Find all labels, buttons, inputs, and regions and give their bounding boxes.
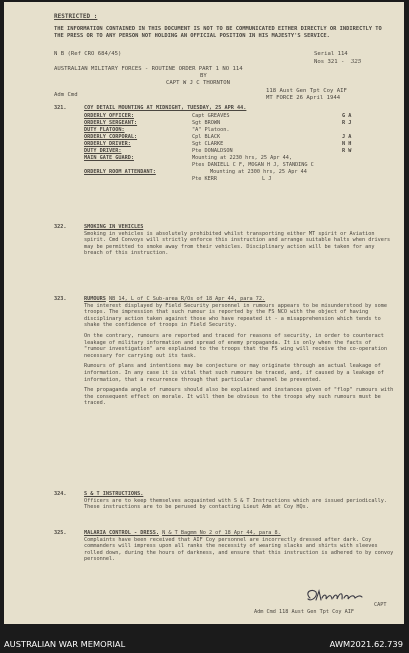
para-number-325: 325. xyxy=(54,530,67,536)
para-body-325: Complaints have been received that AIF Coy personnel are incorrectly dressed after dark. Coy commanders will impress upon all ranks the necessity of wearing slacks and shirts with sleeves rolled down, during the hours of darkness, and ensure that this instruction is adhered to by convoy personnel. xyxy=(84,536,394,563)
para-title-321: COY DETAIL MOUNTING AT MIDNIGHT, TUESDAY, 25 APR 44. xyxy=(84,105,247,111)
signature-rank: CAPT xyxy=(374,602,387,608)
paragraph-325 xyxy=(84,530,394,563)
para-number-322: 322. xyxy=(54,224,67,230)
duty-row: ORDERLY DRIVER: Sgt CLARKE N H xyxy=(84,141,352,147)
paragraph-322 xyxy=(84,224,394,257)
duty-row: ORDERLY OFFICER: Capt GREAVES G A xyxy=(84,113,352,119)
handwritten-number: 325 xyxy=(350,59,362,65)
paragraph-323 xyxy=(84,296,394,411)
para-ref-323: NB 14, L of C Sub-area R/Os of 18 Apr 44, para 72. xyxy=(109,296,266,302)
para-title-323: RUMOURS xyxy=(84,296,106,302)
paragraph-324 xyxy=(84,491,394,511)
orderly-room-name: Pte KERR L J xyxy=(192,176,272,182)
para-body-324: Officers are to keep themselves acquainted with S & T Instructions which are issued periodically. These instructions are to be perused by contacting Lieut Adm at Coy HQs. xyxy=(84,497,387,511)
serial-number: Serial 114 xyxy=(314,51,348,57)
issuing-officer: CAPT W J C THORNTON xyxy=(166,80,230,86)
para-body-323: The interest displayed by Field Security personnel in rumours appears to be misunderstood by some troops. The impression that such rumour is reported by the FS NCO with the object of having disciplinary action taken against those who have repeated it - a misapprehension which tends to shake the confidence of troops in Field Security. xyxy=(84,302,387,329)
guard-row: MAIN GATE GUARD: Mounting at 2230 hrs, 25 Apr 44, xyxy=(84,155,292,161)
orderly-room-row: ORDERLY ROOM ATTENDANT: Mounting at 2300 hrs, 25 Apr 44 xyxy=(84,169,307,175)
para-title-324: S & T INSTRUCTIONS. xyxy=(84,491,144,497)
para-body-323: On the contrary, rumours are reported and traced for reasons of security, in order to counteract leakage of military information and spread of enemy propaganda. It is only when the facts of "rumour investigation" are explained to the troops that the FS wing will receive the co-operation necessary for carrying out its task. xyxy=(84,332,387,359)
order-numbers: Nos 321 - 325 xyxy=(314,59,362,65)
para-number-323: 323. xyxy=(54,296,67,302)
duty-row: DUTY FLATOON: "A" Platoon. xyxy=(84,127,230,133)
document-page xyxy=(4,2,404,624)
signature-block: Adm Cmd 118 Aust Gen Tpt Coy AIF xyxy=(254,609,354,615)
para-body-322: Smoking in vehicles is absolutely prohibited whilst transporting either MT spirit or Aviation spirit. Cmd Convoys will strictly enforce this instruction and arrange suitable halts when drivers may be permitted to smoke away from their vehicles. Disciplinary action will be taken for any breach of this instruction. xyxy=(84,230,391,257)
unit-name: 118 Aust Gen Tpt Coy AIF xyxy=(266,88,347,94)
reference-number: N B (Ref CRO 684/45) xyxy=(54,51,122,57)
duty-row: ORDERLY CORPORAL: Cpl BLACK J A xyxy=(84,134,352,140)
handwritten-signature xyxy=(302,586,364,606)
security-warning: THE INFORMATION CONTAINED IN THIS DOCUMENT IS NOT TO BE COMMUNICATED EITHER DIRECTLY OR INDIRECTLY TO THE PRESS OR TO ANY PERSON NOT HOLDING AN OFFICIAL POSITION IN HIS MAJESTY'S SERVICE. xyxy=(54,26,382,39)
para-body-323: Rumours of plans and intentions may be conjecture or may originate through an actual leakage of information. In any case it is vital that such rumours be traced, and, if caused by a leakage of information, that a recurrence through that particular channel be prevented. xyxy=(84,363,384,383)
duty-row: DUTY DRIVER: Pte DONALDSON R W xyxy=(84,148,352,154)
para-title-322: SMOKING IN VEHICLES xyxy=(84,224,144,230)
para-title-325: MALARIA CONTROL - DRESS. xyxy=(84,530,159,536)
duty-row: ORDERLY SERGEANT: Sgt BROWN R J xyxy=(84,120,352,126)
para-number-324: 324. xyxy=(54,491,67,497)
location-date: MT FORCE 26 April 1944 xyxy=(266,95,341,101)
archive-footer xyxy=(0,636,409,653)
order-by: BY xyxy=(200,73,207,79)
para-body-323: The propaganda angle of rumours should also be explained and instances given of "flop" rumours with the consequent effect on morale. It will then be obvious to the troops why such rumours must be traced. xyxy=(84,387,394,407)
guard-names: Ptes DANIELL C F, MOGAN H J, STANDING C xyxy=(192,162,314,168)
restricted-marking: RESTRICTED : xyxy=(54,13,98,20)
archive-name: AUSTRALIAN WAR MEMORIAL xyxy=(4,639,126,649)
order-title: AUSTRALIAN MILITARY FORCES - ROUTINE ORDER PART 1 NO 114 xyxy=(54,66,243,72)
archive-reference: AWM2021.62.739 xyxy=(329,639,403,649)
para-number-321: 321. xyxy=(54,105,67,111)
admin-command: Adm Cmd xyxy=(54,92,78,98)
para-ref-325: N & T Bagmm No 2 of 18 Apr 44, para 8. xyxy=(162,530,281,536)
